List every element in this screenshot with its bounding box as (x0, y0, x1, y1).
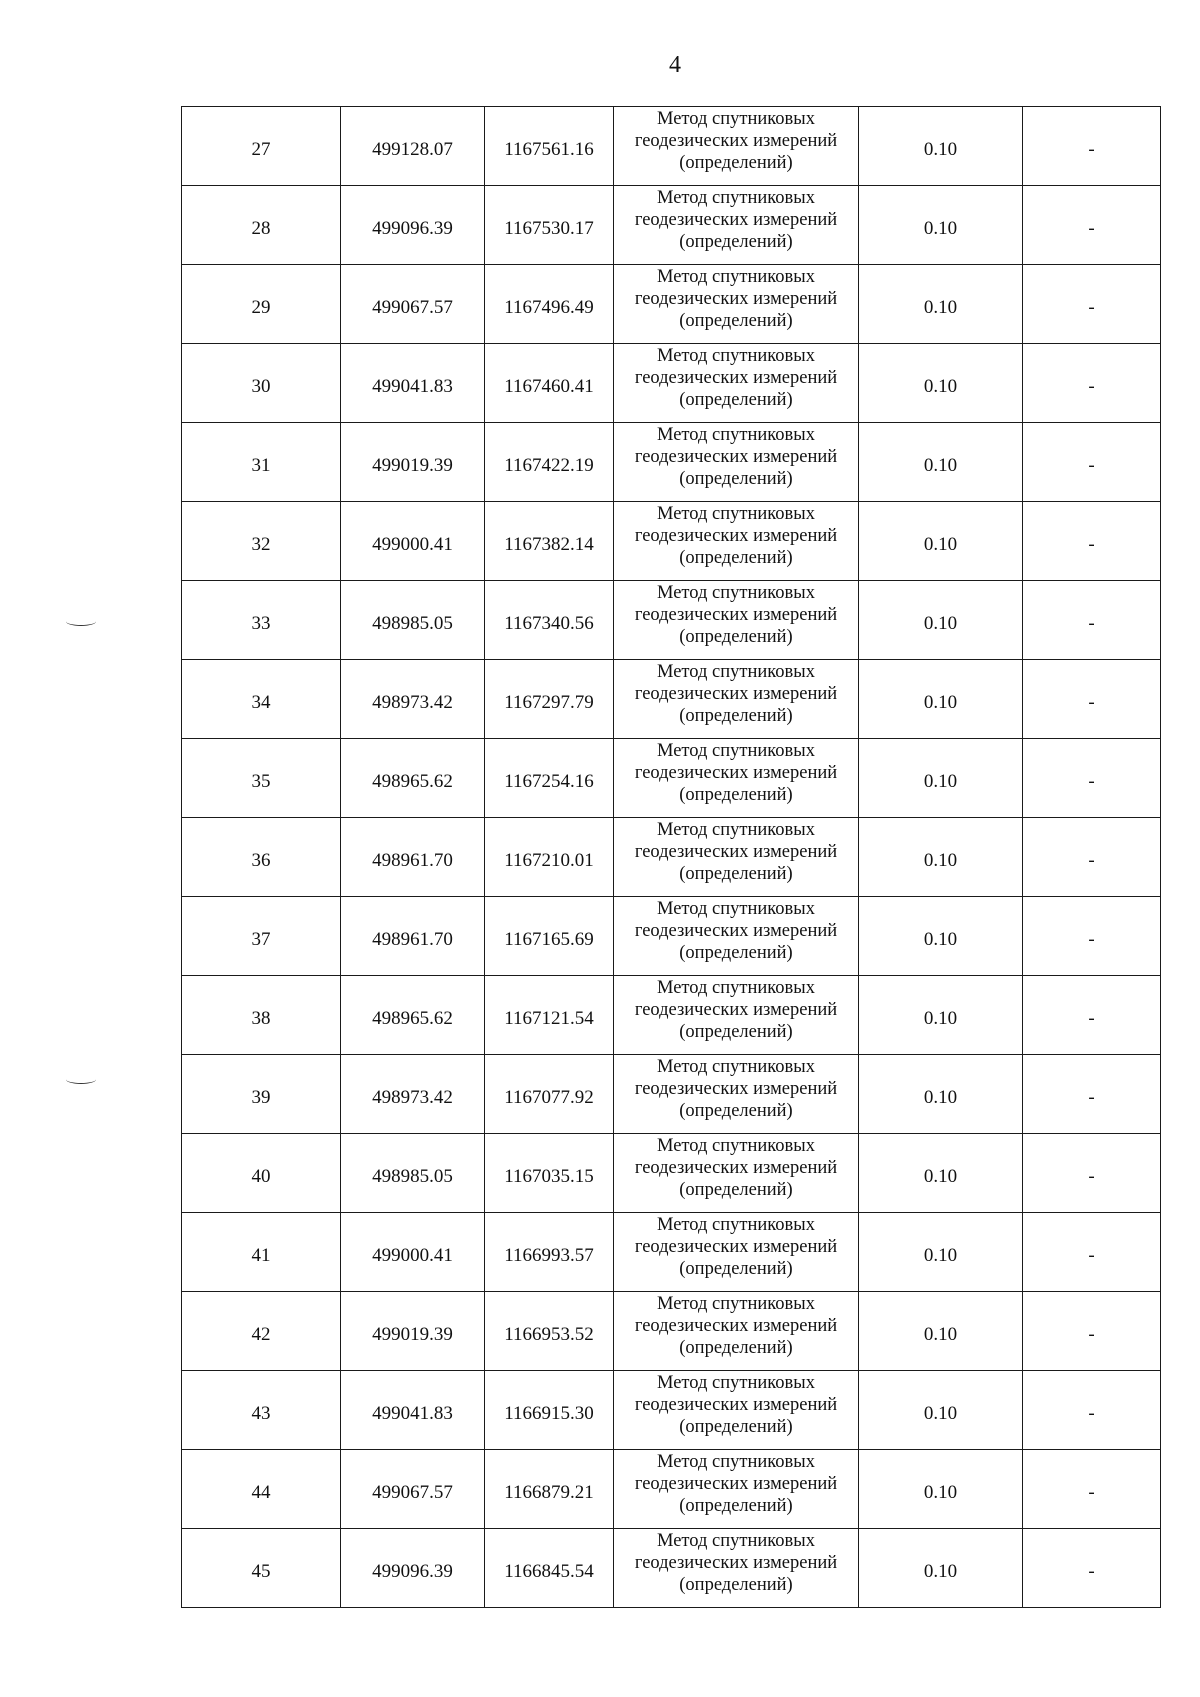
point-number-cell: 28 (182, 186, 341, 265)
y-coordinate-cell: 1166845.54 (485, 1529, 614, 1608)
x-coordinate-cell: 499041.83 (341, 344, 485, 423)
x-coordinate-cell: 499096.39 (341, 1529, 485, 1608)
method-line: Метод спутниковых (657, 109, 815, 129)
page-number: 4 (669, 52, 681, 78)
table-row (182, 1529, 1161, 1608)
y-coordinate-cell: 1167165.69 (485, 897, 614, 976)
method-line: (определений) (679, 1101, 793, 1121)
point-number-cell: 32 (182, 502, 341, 581)
accuracy-cell: 0.10 (859, 344, 1023, 423)
accuracy-cell: 0.10 (859, 1529, 1023, 1608)
description-cell: - (1023, 1529, 1161, 1608)
method-line: геодезических измерений (634, 1553, 838, 1573)
method-cell (614, 581, 859, 660)
point-number-cell: 43 (182, 1371, 341, 1450)
method-line: Метод спутниковых (657, 741, 815, 761)
description-cell: - (1023, 1450, 1161, 1529)
method-line: (определений) (679, 864, 793, 884)
point-number-cell: 35 (182, 739, 341, 818)
method-cell (614, 818, 859, 897)
method-line: (определений) (679, 1417, 793, 1437)
method-line: геодезических измерений (634, 1237, 838, 1257)
method-line: (определений) (679, 1496, 793, 1516)
table-body (182, 107, 1161, 1608)
method-line: геодезических измерений (634, 842, 838, 862)
method-cell (614, 265, 859, 344)
accuracy-cell: 0.10 (859, 107, 1023, 186)
description-cell: - (1023, 1213, 1161, 1292)
description-cell: - (1023, 897, 1161, 976)
x-coordinate-cell: 498985.05 (341, 581, 485, 660)
point-number-cell: 33 (182, 581, 341, 660)
scan-artifact-mark (66, 1075, 96, 1084)
method-line: Метод спутниковых (657, 188, 815, 208)
description-cell: - (1023, 1292, 1161, 1371)
accuracy-cell: 0.10 (859, 186, 1023, 265)
method-cell (614, 660, 859, 739)
point-number-cell: 31 (182, 423, 341, 502)
method-line: (определений) (679, 627, 793, 647)
x-coordinate-cell: 499128.07 (341, 107, 485, 186)
table-row (182, 1371, 1161, 1450)
x-coordinate-cell: 499000.41 (341, 502, 485, 581)
y-coordinate-cell: 1167422.19 (485, 423, 614, 502)
method-line: Метод спутниковых (657, 978, 815, 998)
table-row (182, 581, 1161, 660)
accuracy-cell: 0.10 (859, 1134, 1023, 1213)
method-cell (614, 1529, 859, 1608)
x-coordinate-cell: 499041.83 (341, 1371, 485, 1450)
x-coordinate-cell: 498973.42 (341, 660, 485, 739)
y-coordinate-cell: 1167121.54 (485, 976, 614, 1055)
point-number-cell: 44 (182, 1450, 341, 1529)
description-cell: - (1023, 1371, 1161, 1450)
method-cell (614, 186, 859, 265)
accuracy-cell: 0.10 (859, 265, 1023, 344)
accuracy-cell: 0.10 (859, 660, 1023, 739)
method-cell (614, 502, 859, 581)
table-row (182, 344, 1161, 423)
method-line: (определений) (679, 943, 793, 963)
method-line: (определений) (679, 1338, 793, 1358)
method-line: геодезических измерений (634, 1079, 838, 1099)
method-line: Метод спутниковых (657, 1215, 815, 1235)
method-line: Метод спутниковых (657, 504, 815, 524)
method-line: геодезических измерений (634, 368, 838, 388)
method-line: геодезических измерений (634, 1474, 838, 1494)
method-line: Метод спутниковых (657, 425, 815, 445)
x-coordinate-cell: 498965.62 (341, 976, 485, 1055)
method-cell (614, 107, 859, 186)
method-line: (определений) (679, 706, 793, 726)
table-row (182, 1213, 1161, 1292)
method-line: геодезических измерений (634, 447, 838, 467)
point-number-cell: 36 (182, 818, 341, 897)
table-row (182, 660, 1161, 739)
table-row (182, 1134, 1161, 1213)
x-coordinate-cell: 499019.39 (341, 1292, 485, 1371)
point-number-cell: 39 (182, 1055, 341, 1134)
description-cell: - (1023, 660, 1161, 739)
method-line: Метод спутниковых (657, 1294, 815, 1314)
y-coordinate-cell: 1167035.15 (485, 1134, 614, 1213)
table-row (182, 1450, 1161, 1529)
accuracy-cell: 0.10 (859, 1055, 1023, 1134)
y-coordinate-cell: 1167077.92 (485, 1055, 614, 1134)
description-cell: - (1023, 1055, 1161, 1134)
table-row (182, 897, 1161, 976)
method-line: геодезических измерений (634, 921, 838, 941)
method-cell (614, 1055, 859, 1134)
method-line: (определений) (679, 785, 793, 805)
accuracy-cell: 0.10 (859, 1450, 1023, 1529)
method-cell (614, 976, 859, 1055)
y-coordinate-cell: 1167460.41 (485, 344, 614, 423)
method-line: геодезических измерений (634, 763, 838, 783)
method-line: (определений) (679, 1180, 793, 1200)
table-row (182, 186, 1161, 265)
x-coordinate-cell: 499067.57 (341, 265, 485, 344)
point-number-cell: 40 (182, 1134, 341, 1213)
method-cell (614, 1134, 859, 1213)
method-cell (614, 1450, 859, 1529)
method-line: (определений) (679, 153, 793, 173)
method-cell (614, 1292, 859, 1371)
description-cell: - (1023, 107, 1161, 186)
y-coordinate-cell: 1167496.49 (485, 265, 614, 344)
method-line: Метод спутниковых (657, 267, 815, 287)
method-cell (614, 344, 859, 423)
y-coordinate-cell: 1166993.57 (485, 1213, 614, 1292)
x-coordinate-cell: 499067.57 (341, 1450, 485, 1529)
method-line: геодезических измерений (634, 684, 838, 704)
accuracy-cell: 0.10 (859, 897, 1023, 976)
method-line: (определений) (679, 1259, 793, 1279)
y-coordinate-cell: 1167530.17 (485, 186, 614, 265)
description-cell: - (1023, 423, 1161, 502)
method-line: Метод спутниковых (657, 1373, 815, 1393)
description-cell: - (1023, 976, 1161, 1055)
method-line: (определений) (679, 1022, 793, 1042)
method-cell (614, 1213, 859, 1292)
method-line: (определений) (679, 469, 793, 489)
description-cell: - (1023, 344, 1161, 423)
y-coordinate-cell: 1167210.01 (485, 818, 614, 897)
method-line: Метод спутниковых (657, 662, 815, 682)
point-number-cell: 38 (182, 976, 341, 1055)
table-row (182, 1292, 1161, 1371)
method-line: геодезических измерений (634, 131, 838, 151)
accuracy-cell: 0.10 (859, 976, 1023, 1055)
table-row (182, 502, 1161, 581)
method-line: Метод спутниковых (657, 346, 815, 366)
accuracy-cell: 0.10 (859, 423, 1023, 502)
accuracy-cell: 0.10 (859, 502, 1023, 581)
table-row (182, 739, 1161, 818)
y-coordinate-cell: 1167297.79 (485, 660, 614, 739)
y-coordinate-cell: 1167340.56 (485, 581, 614, 660)
method-line: (определений) (679, 390, 793, 410)
coordinates-table (181, 106, 1161, 1608)
y-coordinate-cell: 1166915.30 (485, 1371, 614, 1450)
y-coordinate-cell: 1167254.16 (485, 739, 614, 818)
table-row (182, 107, 1161, 186)
method-line: геодезических измерений (634, 1000, 838, 1020)
table-row (182, 265, 1161, 344)
description-cell: - (1023, 186, 1161, 265)
method-line: геодезических измерений (634, 526, 838, 546)
table-row (182, 818, 1161, 897)
accuracy-cell: 0.10 (859, 739, 1023, 818)
method-line: Метод спутниковых (657, 583, 815, 603)
description-cell: - (1023, 581, 1161, 660)
accuracy-cell: 0.10 (859, 1213, 1023, 1292)
scan-artifact-mark (66, 617, 96, 626)
y-coordinate-cell: 1167561.16 (485, 107, 614, 186)
point-number-cell: 27 (182, 107, 341, 186)
point-number-cell: 34 (182, 660, 341, 739)
description-cell: - (1023, 739, 1161, 818)
accuracy-cell: 0.10 (859, 1371, 1023, 1450)
x-coordinate-cell: 499019.39 (341, 423, 485, 502)
description-cell: - (1023, 818, 1161, 897)
method-line: (определений) (679, 232, 793, 252)
method-line: (определений) (679, 311, 793, 331)
point-number-cell: 42 (182, 1292, 341, 1371)
method-line: Метод спутниковых (657, 1057, 815, 1077)
method-line: (определений) (679, 548, 793, 568)
x-coordinate-cell: 498961.70 (341, 818, 485, 897)
point-number-cell: 30 (182, 344, 341, 423)
point-number-cell: 29 (182, 265, 341, 344)
method-line: Метод спутниковых (657, 1136, 815, 1156)
y-coordinate-cell: 1166953.52 (485, 1292, 614, 1371)
method-line: Метод спутниковых (657, 1531, 815, 1551)
method-line: Метод спутниковых (657, 1452, 815, 1472)
table-row (182, 1055, 1161, 1134)
method-cell (614, 897, 859, 976)
x-coordinate-cell: 499000.41 (341, 1213, 485, 1292)
method-cell (614, 423, 859, 502)
x-coordinate-cell: 498961.70 (341, 897, 485, 976)
description-cell: - (1023, 1134, 1161, 1213)
method-line: геодезических измерений (634, 1316, 838, 1336)
x-coordinate-cell: 498965.62 (341, 739, 485, 818)
method-line: Метод спутниковых (657, 820, 815, 840)
method-cell (614, 739, 859, 818)
method-line: (определений) (679, 1575, 793, 1595)
table-row (182, 976, 1161, 1055)
method-line: геодезических измерений (634, 1158, 838, 1178)
y-coordinate-cell: 1167382.14 (485, 502, 614, 581)
point-number-cell: 37 (182, 897, 341, 976)
accuracy-cell: 0.10 (859, 581, 1023, 660)
y-coordinate-cell: 1166879.21 (485, 1450, 614, 1529)
accuracy-cell: 0.10 (859, 1292, 1023, 1371)
method-line: геодезических измерений (634, 1395, 838, 1415)
x-coordinate-cell: 499096.39 (341, 186, 485, 265)
method-line: Метод спутниковых (657, 899, 815, 919)
point-number-cell: 45 (182, 1529, 341, 1608)
table-row (182, 423, 1161, 502)
method-line: геодезических измерений (634, 210, 838, 230)
accuracy-cell: 0.10 (859, 818, 1023, 897)
method-line: геодезических измерений (634, 289, 838, 309)
description-cell: - (1023, 502, 1161, 581)
x-coordinate-cell: 498985.05 (341, 1134, 485, 1213)
x-coordinate-cell: 498973.42 (341, 1055, 485, 1134)
point-number-cell: 41 (182, 1213, 341, 1292)
method-cell (614, 1371, 859, 1450)
method-line: геодезических измерений (634, 605, 838, 625)
description-cell: - (1023, 265, 1161, 344)
